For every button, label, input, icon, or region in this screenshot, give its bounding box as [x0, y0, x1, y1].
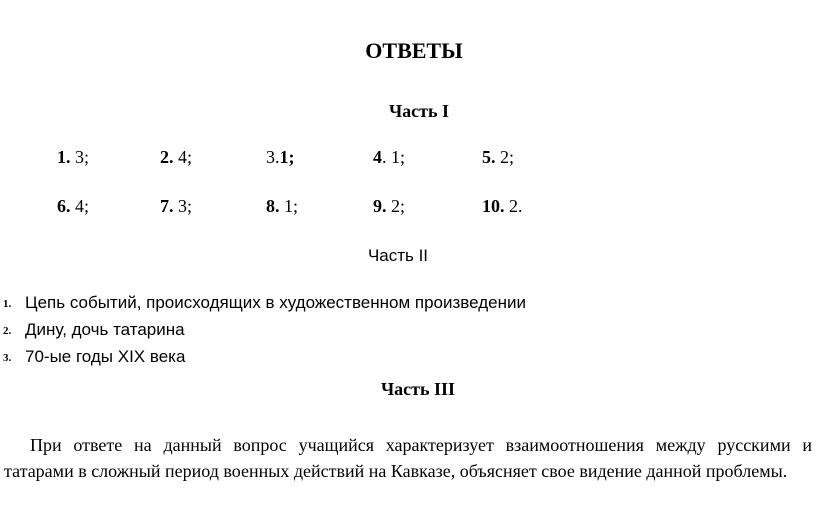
part2-heading: [0, 246, 816, 266]
answer-value: 2;: [386, 196, 406, 216]
part2-heading-text: Часть II: [367, 246, 429, 265]
answer-4: [373, 147, 405, 168]
answers-row-1: [0, 147, 816, 171]
answer-value: 2;: [495, 147, 515, 167]
answers-row-2: [0, 196, 816, 220]
answer-value: 1;: [279, 196, 299, 216]
list-item-number: 3.: [3, 352, 12, 364]
answer-number: 3.: [266, 147, 280, 167]
answer-number: 9.: [373, 196, 387, 216]
part1-heading: Часть I: [388, 101, 450, 121]
answer-value: 2.: [504, 196, 523, 216]
answer-value: 1;: [279, 147, 295, 167]
answer-number: 8.: [266, 196, 280, 216]
page-title: ОТВЕТЫ: [365, 38, 463, 63]
answer-value: . 1;: [382, 147, 406, 167]
answer-value: 3;: [70, 147, 90, 167]
answer-7: [160, 196, 192, 217]
list-item: [0, 320, 816, 347]
part3-paragraph: При ответе на данный вопрос учащийся характеризует взаимоотношения между русскими и татарами в сложный период военных действий на Кавказе, объясняет свое видение данной проблемы.: [4, 435, 812, 481]
answer-2: [160, 147, 192, 168]
answer-number: 6.: [57, 196, 71, 216]
list-item-text: 70-ые годы XIX века: [25, 347, 186, 366]
list-item: [0, 347, 816, 374]
answer-9: [373, 196, 405, 217]
list-item-text: Дину, дочь татарина: [25, 320, 185, 339]
answer-value: 4;: [70, 196, 90, 216]
list-item: [0, 293, 816, 320]
answer-value: 3;: [173, 196, 193, 216]
list-item-text: Цепь событий, происходящих в художественном произведении: [25, 293, 526, 312]
answer-5: [482, 147, 514, 168]
part2-answer-list: [0, 293, 816, 374]
answer-number: 2.: [160, 147, 174, 167]
answer-value: 4;: [173, 147, 193, 167]
part3-heading: Часть III: [380, 379, 456, 399]
answer-1: [57, 147, 89, 168]
answer-number: 5.: [482, 147, 496, 167]
answer-6: [57, 196, 89, 217]
answer-number: 4: [373, 147, 382, 167]
answer-3: [266, 147, 295, 168]
answer-number: 1.: [57, 147, 71, 167]
answer-8: [266, 196, 298, 217]
list-item-number: 1.: [3, 298, 12, 310]
answer-number: 10.: [482, 196, 505, 216]
answer-10: [482, 196, 523, 217]
answer-number: 7.: [160, 196, 174, 216]
list-item-number: 2.: [3, 325, 12, 337]
